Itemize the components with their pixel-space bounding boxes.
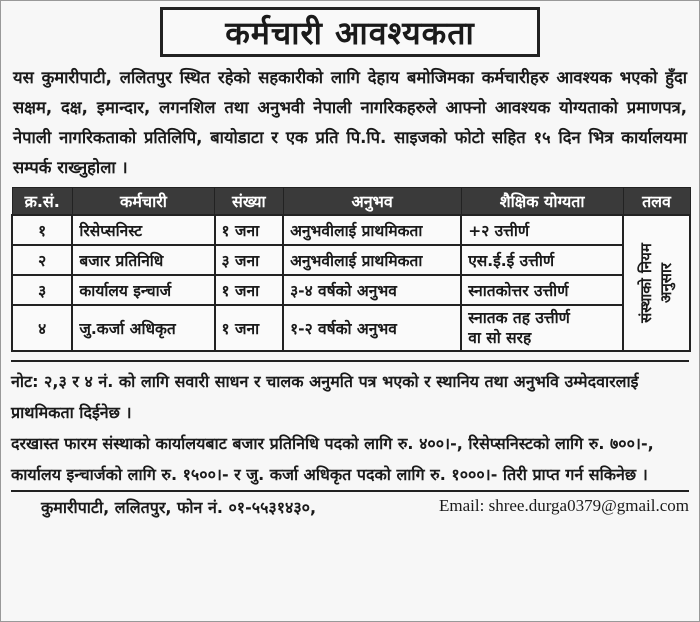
header-count: संख्या — [215, 188, 284, 216]
contact-address: कुमारीपाटी, ललितपुर, फोन नं. ०१-५५३१४३०, — [41, 498, 317, 517]
table-row — [12, 305, 690, 351]
contact-email: Email: shree.durga0379@gmail.com — [439, 496, 689, 515]
row-experience: अनुभवीलाई प्राथमिकता — [283, 215, 461, 245]
row-education: एस.ई.ई उत्तीर्ण — [461, 245, 623, 275]
salary-cell — [623, 215, 690, 351]
row-experience: अनुभवीलाई प्राथमिकता — [283, 245, 461, 275]
row-count: ३ जना — [215, 245, 284, 275]
row-sn: ४ — [12, 305, 72, 351]
row-experience: १-२ वर्षको अनुभव — [283, 305, 461, 351]
row-sn: ३ — [12, 275, 72, 305]
header-sn: क्र.सं. — [12, 188, 72, 216]
row-education-line-1: स्नातक तह उत्तीर्ण — [468, 309, 570, 327]
header-post: कर्मचारी — [72, 188, 214, 216]
vacancy-table — [11, 187, 691, 352]
table-row — [12, 275, 690, 305]
notes-section — [11, 360, 689, 490]
row-education: स्नातकोत्तर उत्तीर्ण — [461, 275, 623, 305]
header-experience: अनुभव — [283, 188, 461, 216]
contact-footer — [11, 490, 689, 518]
row-experience: ३-४ वर्षको अनुभव — [283, 275, 461, 305]
row-education-line-2: वा सो सरह — [468, 329, 532, 347]
row-sn: २ — [12, 245, 72, 275]
salary-line-1: संस्थाको नियम — [637, 243, 655, 323]
table-header-row — [12, 188, 690, 216]
salary-line-2: अनुसार — [657, 263, 675, 303]
intro-paragraph: यस कुमारीपाटी, ललितपुर स्थित रहेको सहकारीको लागि देहाय बमोजिमका कर्मचारीहरु आवश्यक भएको हुँदा सक्षम, दक्ष, इमान्दार, लगनशिल तथा अनुभवी नेपाली नागरिकहरुले आफ्नो आवश्यक योग्यताको प्रमाणपत्र, नेपाली नागरिकताको प्रतिलिपि, बायोडाटा र एक प्रति पि.पि. साइजको फोटो सहित १५ दिन भित्र कार्यालयमा सम्पर्क राख्नुहोला । — [13, 68, 687, 177]
table-row — [12, 245, 690, 275]
row-count: १ जना — [215, 305, 284, 351]
header-salary: तलव — [623, 188, 690, 216]
salary-text — [636, 243, 676, 323]
row-post: कार्यालय इन्चार्ज — [72, 275, 214, 305]
page-title: कर्मचारी आवश्यकता — [225, 13, 475, 52]
row-post: रिसेप्सनिस्ट — [72, 215, 214, 245]
row-education — [461, 305, 623, 351]
row-post: बजार प्रतिनिधि — [72, 245, 214, 275]
row-post: जु.कर्जा अधिकृत — [72, 305, 214, 351]
note-application-fee: दरखास्त फारम संस्थाको कार्यालयबाट बजार प्रतिनिधि पदको लागि रु. ४००।-, रिसेप्सनिस्टको लागि रु. ७००।-, कार्यालय इन्चार्जको लागि रु. १५००।- र जु. कर्जा अधिकृत पदको लागि रु. १०००।- तिरी प्राप्त गर्न सकिनेछ । — [11, 434, 654, 484]
table-row — [12, 215, 690, 245]
row-count: १ जना — [215, 215, 284, 245]
note-vehicle-license: नोट: २,३ र ४ नं. को लागि सवारी साधन र चालक अनुमति पत्र भएको र स्थानिय तथा अनुभवि उम्मेदवारलाई प्राथमिकता दिईनेछ । — [11, 372, 639, 422]
title-box — [160, 7, 540, 57]
row-count: १ जना — [215, 275, 284, 305]
row-sn: १ — [12, 215, 72, 245]
header-education: शैक्षिक योग्यता — [461, 188, 623, 216]
row-education: +२ उत्तीर्ण — [461, 215, 623, 245]
